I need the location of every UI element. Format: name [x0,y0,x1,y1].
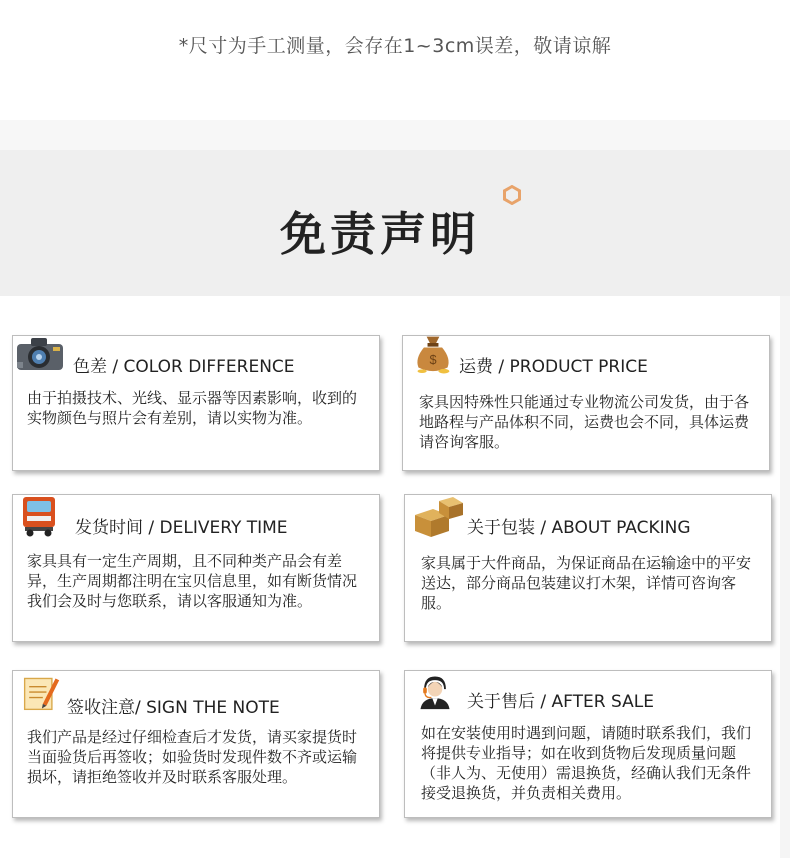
card-text: 家具因特殊性只能通过专业物流公司发货，由于各地路程与产品体积不同，运费也会不同，具体运费请咨询客服。 [419,393,750,451]
card-text: 由于拍摄技术、光线、显示器等因素影响，收到的实物颜色与照片会有差别，请以实物为准。 [27,389,358,427]
truck-icon [19,493,59,537]
card-text: 家具属于大件商品，为保证商品在运输途中的平安送达，部分商品包装建议打木架，详情可咨询客服。 [421,554,752,612]
card-title: 色差 / COLOR DIFFERENCE [73,357,295,377]
card-after-sale [404,670,772,818]
card-title: 发货时间 / DELIVERY TIME [75,518,288,538]
card-text: 我们产品是经过仔细检查后才发货，请买家提货时当面验货后再签收；如验货时发现件数不齐或运输损坏，请拒绝签收并及时联系客服处理。 [27,728,358,786]
card-title: 运费 / PRODUCT PRICE [459,357,648,377]
customer-service-icon [415,669,455,713]
pencil-note-icon [21,673,61,713]
svg-text:$: $ [429,351,437,367]
card-product-price [402,335,770,471]
card-about-packing [404,494,772,642]
card-color-difference [12,335,380,471]
card-title: 签收注意/ SIGN THE NOTE [67,698,280,718]
hexagon-icon [502,185,522,205]
page-title: 免责声明 [280,207,480,261]
header-band-top [0,120,790,150]
boxes-icon [409,493,465,539]
measurement-note: *尺寸为手工测量，会存在1~3cm误差，敬请谅解 [178,35,612,57]
card-title: 关于售后 / AFTER SALE [467,692,654,712]
money-bag-icon [413,330,453,376]
card-title: 关于包装 / ABOUT PACKING [467,518,691,538]
card-text: 如在安装使用时遇到问题，请随时联系我们，我们将提供专业指导；如在收到货物后发现质量问题（非人为、无使用）需退换货，经确认我们无条件接受退换货，并负责相关费用。 [421,724,752,802]
camera-icon [11,332,75,376]
card-delivery-time [12,494,380,642]
card-text: 家具具有一定生产周期，且不同种类产品会有差异，生产周期都注明在宝贝信息里，如有断货情况我们会及时与您联系，请以客服通知为准。 [27,552,358,610]
card-sign-the-note [12,670,380,818]
right-edge-strip [780,296,790,858]
